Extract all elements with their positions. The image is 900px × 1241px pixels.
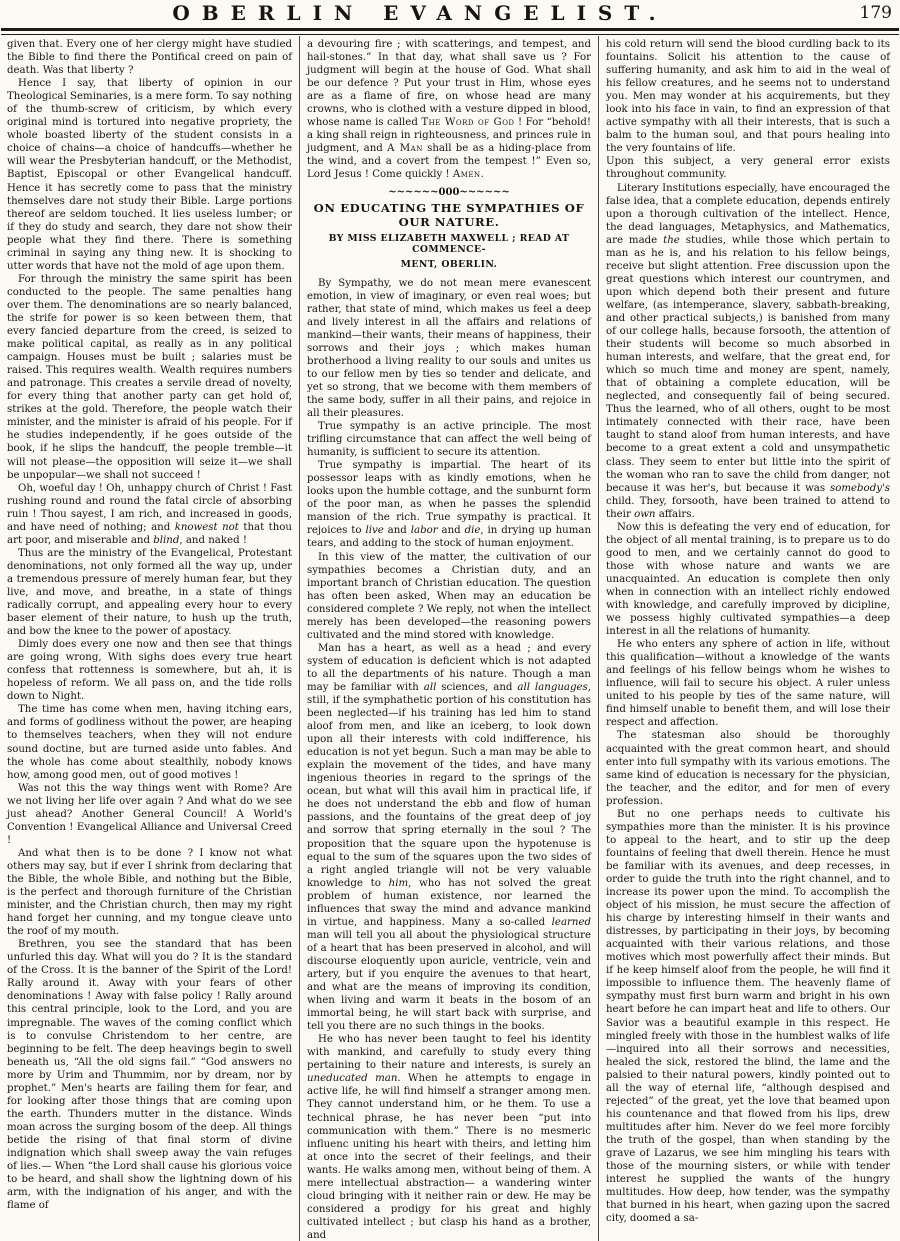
paragraph: True sympathy is an active principle. The most trifling circumstance that can affect the well being of humanity, is sufficient to secure its attention. (307, 421, 591, 459)
paragraph: Dimly does every one now and then see that things are going wrong, With sighs does every true heart confess that rottenness is somewhere, but ah, it is hopeless of reform. We all pass on, and the tide rolls down to Night. (7, 639, 292, 703)
paragraph: Hence I say, that liberty of opinion in our Theological Seminaries, is a mere form. To say nothing of the thumb-screw of criticism, by which every original mind is tortured into negative propriety, the whole boasted liberty of the student consists in a choice of chains—a choice of handcuffs—whether he will wear the Presbyterian handcuff, or the Methodist, Baptist, Episcopal or other Evangelical handcuff. Hence it has secretly come to pass that the ministry themselves dare not study their Bible. Large portions thereof are seldom touched. It lies useless lumber; or if they do study and search, they dare not show their people what they find there. There is something criminal in saying any thing new. It is shocking to utter words that have not the mold of age upon them. (7, 78, 292, 272)
small-caps-text: Amen (452, 169, 481, 181)
masthead-rule (1, 28, 899, 35)
paragraph: Upon this subject, a very general error exists throughout community. (606, 156, 890, 181)
paragraph: He who enters any sphere of action in life, without this qualification—without a knowledge of the wants and feelings of his fellow beings whom he wishes to influence, will fail to secure his object. A ruler unless united to his people by ties of the same nature, will find himself unable to benefit them, and will lose their respect and affection. (606, 639, 890, 729)
paragraph: Oh, woeful day ! Oh, unhappy church of Christ ! Fast rushing round and round the fatal circle of absorbing ruin ! Thou sayest, I am rich, and increased in goods, and have need of nothing; and knowest not that thou art poor, and miserable and blind, and naked ! (7, 482, 292, 546)
paragraph: In this view of the matter, the cultivation of our sympathies becomes a Christian duty, and an important branch of Christian education. The question has often been asked, When may an education be considered complete ? We reply, not when the intellect merely has been developed—the reasoning powers cultivated and the mind stored with knowledge. (307, 551, 591, 641)
page-number: 179 (859, 3, 892, 23)
article-byline: BY MISS ELIZABETH MAXWELL ; READ AT COMMENCE- (328, 232, 570, 255)
paragraph: Man has a heart, as well as a head ; and every system of education is deficient which is not adapted to all the departments of his nature. Though a man may be familiar with all sciences, and all languages, still, if the symphathetic portion of his constitution has been neglected—if his training has led him to stand aloof from men, and like an iceberg, to look down upon all their interests with cold indifference, his education is not yet begun. Such a man may be able to explain the movement of the tides, and have many ingenious theories in regard to the springs of the ocean, but what will this avail him in practical life, if he does not understand the ebb and flow of human passions, and the fountains of the great deep of joy and sorrow that spring eternally in the soul ? The proposition that the square upon the hypotenuse is equal to the sum of the squares upon the two sides of a right angled triangle will not be very valuable knowledge to him, who has not solved the great problem of human existence, nor learned the influences that sway the mind and advance mankind in virtue, and happiness. Many a so-called learned man will tell you all about the physiological structure of a heart that has been preserved in alcohol, and will discourse eloquently upon auricle, ventricle, vein and artery, but if you enquire the avenues to that heart, and what are the means of improving its condition, when living and warm it beats in the bosom of an immortal being, he will start back with surprise, and tell you there are no such things in the books. (307, 642, 592, 1033)
column-3 (598, 36, 897, 1241)
paragraph: his cold return will send the blood curdling back to its fountains. Solicit his attention to the cause of suffering humanity, and ask him to aid in the weal of his fellow creatures, and he seems not to understand you. Men may wonder at his acquirements, but they look into his face in vain, to find an expression of that active sympathy with all their interests, that is such a balm to the human soul, and that pours healing into the very fountains of life. (606, 39, 890, 155)
paragraph: For through the ministry the same spirit has been conducted to the people. The same penalties hang over them. The denominations are so nearly balanced, the strife for power is so keen between them, that every fancied departure from the creed, is seized to make political capital, as really as in any political campaign. Houses must be built ; salaries must be raised. This requires wealth. Wealth requires numbers and patronage. This creates a servile dread of novelty, for every thing that another party can get hold of, strikes at the gold. Therefore, the people watch their minister, and the minister is afraid of his people. For if he studies independently, if he goes outside of the book, if he slips the handcuff, the people tremble—it will not please—the opposition will seize it—we shall be unpopular—we shall not succeed ! (7, 273, 292, 481)
paragraph: He who has never been taught to feel his identity with mankind, and carefully to study every thing pertaining to their nature and interests, is surely an uneducated man. When he attempts to engage in active life, he will find himself a stranger among men. They cannot understand him, or he them. To use a technical phrase, he has never been “put into communication with them.” There is no mesmeric influenc uniting his heart with theirs, and letting him at once into the secret of their feelings, and their wants. He walks among men, without being of them. A mere intellectual abstraction— a wandering winter cloud bringing with it neither rain or dew. He may be considered a prodigy for his great and highly cultivated intellect ; but clasp his hand as a brother, and (307, 1034, 591, 1241)
column-2 (299, 36, 598, 1241)
article-title: ON EDUCATING THE SYMPATHIES OF OUR NATURE. (313, 200, 585, 229)
column-1 (0, 36, 299, 1241)
paragraph: By Sympathy, we do not mean mere evanescent emotion, in view of imaginary, or even real woes; but rather, that state of mind, which makes us feel a deep and lively interest in all the affairs and relations of mankind—their wants, their means of happiness, their sorrows and their joys ; which makes human brotherhood a living reality to our souls and unites us to our fellow men by ties so tender and delicate, and yet so strong, that we become with them members of the same body, suffer in all their pains, and rejoice in all their pleasures. (307, 277, 591, 419)
paragraph: a devouring fire ; with scatterings, and tempest, and hail-stones.” In that day, what shall save us ? For judgment will begin at the house of God. What shall be our defence ? Put your trust in Him, whose eyes are as a flame of fire, on whose head are many crowns, who is clothed with a vesture dipped in blood, whose name is called The Word of God ! For “behold! a king shall reign in righteousness, and princes rule in judgment, and A Man shall be as a hiding-place from the wind, and a covert from the tempest !” Even so, Lord Jesus ! Come quickly ! Amen. (307, 39, 591, 181)
paragraph: But no one perhaps needs to cultivate his sympathies more than the minister. It is his province to appeal to the heart, and to stir up the deep fountains of feeling that dwell therein. Hence he must be familiar with its avenues, and deep recesses, in order to guide the truth into the right channel, and to increase its power upon the mind. To accomplish the object of his mission, he must secure the affection of his charge by interesting himself in their wants and distresses, by participating in their joys, by becoming acquainted with their various relations, and those motives which most powerfully affect their minds. But if he keep himself aloof from the people, he will find it impossible to influence them. The heavenly flame of sympathy must first burn warm and bright in his own heart before he can impart heat and life to others. Our Savior was a beautiful example in this respect. He mingled freely with those in the humblest walks of life—inquired into all their sorrows and necessities, healed the sick, restored the blind, the lame and the palsied to their natural powers, kindly pointed out to all the way of eternal life, “although despised and rejected” of the great, yet the love that beamed upon his countenance and that flowed from his lips, drew multitudes after him. Never do we feel more forcibly the truth of the gospel, than when standing by the grave of Lazarus, we see him mingling his tears with those of the mourning sisters, or while with tender interest he supplied the wants of the hungry multitudes. How deep, how tender, was the sympathy that burned in his heart, when gazing upon the sacred city, doomed a sa- (606, 808, 890, 1225)
paragraph: Now this is defeating the very end of education, for the object of all mental training, is to prepare us to do good to men, and we certainly cannot do good to those with whose nature and wants we are unacquainted. An education is complete then only when in connection with an intellect richly endowed with knowledge, and carefully improved by dicipline, we possess highly cultivated sympathies—a deep interest in all the relations of humanity. (606, 521, 890, 638)
small-caps-text: The Word of God (421, 117, 515, 129)
masthead-title: OBERLIN EVANGELIST. (172, 1, 668, 25)
section-divider-ornament: ~~~~~~000~~~~~~ (388, 186, 510, 198)
paragraph: The statesman also should be thoroughly acquainted with the great common heart, and should enter into full sympathy with its various emotions. The same kind of education is necessary for the physician, the teacher, and the editor, and for men of every profession. (606, 730, 890, 807)
paragraph: True sympathy is impartial. The heart of its possessor leaps with as kindly emotions, when he looks upon the humble cottage, and the sunburnt form of the poor man, as when he passes the splendid mansion of the rich. True sympathy is practical. It rejoices to live and labor and die, in drying up human tears, and adding to the stock of human enjoyment. (307, 460, 592, 550)
paragraph: Was not this the way things went with Rome? Are we not living her life over again ? And what do we see just ahead? Another General Council! A World's Convention ! Evangelical Alliance and Universal Creed ! (7, 782, 292, 846)
paragraph: The time has come when men, having itching ears, and forms of godliness without the power, are heaping to themselves teachers, when they will not endure sound doctine, but are turned aside unto fables. And the whole has come about stealthily, nobody knows how, among good men, out of good motives ! (7, 704, 292, 781)
masthead (0, 0, 900, 28)
paragraph: given that. Every one of her clergy might have studied the Bible to find there the Pontifical creed on pain of death. Was that liberty ? (7, 39, 292, 77)
article-byline: MENT, OBERLIN. (400, 258, 498, 270)
paragraph: Literary Institutions especially, have encouraged the false idea, that a complete education, depends entirely upon a thorough cultivation of the intellect. Hence, the dead languages, Metaphysics, and Mathematics, are made the studies, while those which pertain to man as he is, and his relation to his fellow beings, receive but slight attention. Free discussion upon the great questions which interest our countrymen, and upon which depend both their present and future welfare, (as intemperance, slavery, sabbath-breaking, and other practical subjects,) is banished from many of our college halls, because forsooth, the attention of their students will become so much absorbed in human interests, and welfare, that the great end, for which so much time and money are spent, namely, that of obtaining a complete education, will be neglected, and consequently fail of being secured. Thus the learned, who of all others, ought to be most intimately connected with their race, have been taught to stand aloof from human interests, and have become to a great extent a cold and unsympathetic class. They seem to enter but little into the spirit of the woman who ran to save the child from danger, not because it was her's, but because it was somebody's child. They, forsooth, have been trained to attend to their own affairs. (606, 182, 890, 520)
columns-container (0, 36, 900, 1241)
small-caps-text: A Man (387, 143, 423, 155)
paragraph: Brethren, you see the standard that has been unfurled this day. What will you do ? It is the standard of the Cross. It is the banner of the Spirit of the Lord! Rally around it. Away with your fears of other denominations ! Away with false policy ! Rally around this central principle, look to the Lord, and you are impregnable. The waves of the coming conflict which is to convulse Christendom to her centre, are beginning to be felt. The deep heavings begin to swell beneath us, “All the old signs fail.” “God answers no more by Urim and Thummim, nor by dream, nor by prophet.” Men's hearts are failing them for fear, and for looking after those things that are coming upon the earth. Thunders mutter in the distance. Winds moan across the surging bosom of the deep. All things betide the rising of that final storm of divine indignation which shall sweep away the vain refuges of lies.— When “the Lord shall cause his glorious voice to be heard, and shall show the lightning down of his arm, with the indignation of his anger, and with the flame of (7, 939, 292, 1212)
paragraph: And what then is to be done ? I know not what others may say, but if ever I shrink from declaring that the Bible, the whole Bible, and nothing but the Bible, is the perfect and thorough furniture of the Christian minister, and the Christian church, then may my right hand forget her cunning, and my tongue cleave unto the roof of my mouth. (7, 847, 292, 938)
paragraph: Thus are the ministry of the Evangelical, Protestant denominations, not only formed all the way up, under a tremendous pressure of merely human fear, but they live, and move, and breathe, in a state of things radically corrupt, and appealing every hour to every baser element of their nature, to hush up the truth, and bow the knee to the power of apostacy. (7, 547, 292, 638)
